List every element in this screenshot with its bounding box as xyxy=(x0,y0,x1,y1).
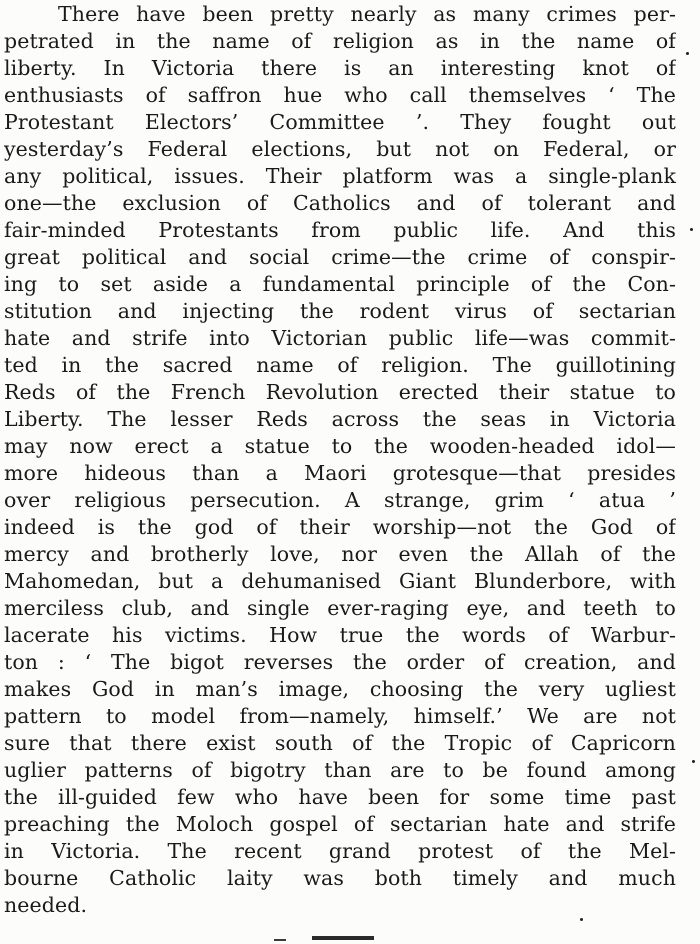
article-line-24: lacerate his victims. How true the words of Warbur- xyxy=(4,623,676,647)
article-line-16: Liberty. The lesser Reds across the seas in Victoria xyxy=(4,407,676,431)
article-line-20: indeed is the god of their worship—not the God of xyxy=(4,515,676,539)
article-line-6: yesterday’s Federal elections, but not on Federal, or xyxy=(4,137,676,161)
separator-dash xyxy=(274,939,286,941)
article-line-27: pattern to model from—namely, himself.’ We are not xyxy=(4,704,676,728)
article-line-3: liberty. In Victoria there is an interesting knot of xyxy=(4,56,676,80)
article-line-7: any political, issues. Their platform was a single-plank xyxy=(4,164,676,188)
article-line-11: ing to set aside a fundamental principle of the Con- xyxy=(4,272,676,296)
article-line-28: sure that there exist south of the Tropic of Capricorn xyxy=(4,731,676,755)
article-line-22: Mahomedan, but a dehumanised Giant Blunderbore, with xyxy=(4,569,676,593)
article-line-19: over religious persecution. A strange, grim ‘ atua ’ xyxy=(4,488,676,512)
article-line-17: may now erect a statue to the wooden-headed idol— xyxy=(4,434,676,458)
article-line-4: enthusiasts of saffron hue who call themselves ‘ The xyxy=(4,83,676,107)
print-speck xyxy=(686,52,689,55)
article-line-31: preaching the Moloch gospel of sectarian hate and strife xyxy=(4,812,676,836)
print-speck xyxy=(690,228,693,231)
article-line-14: ted in the sacred name of religion. The guillotining xyxy=(4,353,676,377)
separator-rule xyxy=(312,936,374,940)
article-line-8: one—the exclusion of Catholics and of tolerant and xyxy=(4,191,676,215)
article-line-13: hate and strife into Victorian public life—was commit- xyxy=(4,326,676,350)
print-speck xyxy=(692,760,695,763)
print-speck xyxy=(580,918,583,921)
article-line-33: bourne Catholic laity was both timely and much xyxy=(4,866,676,890)
article-line-23: merciless club, and single ever-raging eye, and teeth to xyxy=(4,596,676,620)
article-line-9: fair-minded Protestants from public life. And this xyxy=(4,218,676,242)
article-line-10: great political and social crime—the crime of conspir- xyxy=(4,245,676,269)
article-line-29: uglier patterns of bigotry than are to be found among xyxy=(4,758,676,782)
article-line-34: needed. xyxy=(4,893,88,917)
article-line-15: Reds of the French Revolution erected their statue to xyxy=(4,380,676,404)
article-line-25: ton : ‘ The bigot reverses the order of creation, and xyxy=(4,650,676,674)
article-line-2: petrated in the name of religion as in the name of xyxy=(4,29,676,53)
article-line-32: in Victoria. The recent grand protest of the Mel- xyxy=(4,839,676,863)
article-line-18: more hideous than a Maori grotesque—that presides xyxy=(4,461,676,485)
article-line-21: mercy and brotherly love, nor even the Allah of the xyxy=(4,542,676,566)
article-line-26: makes God in man’s image, choosing the very ugliest xyxy=(4,677,676,701)
article-line-1: There have been pretty nearly as many crimes per- xyxy=(58,2,676,26)
article-line-5: Protestant Electors’ Committee ’. They fought out xyxy=(4,110,676,134)
article-line-30: the ill-guided few who have been for some time past xyxy=(4,785,676,809)
article-line-12: stitution and injecting the rodent virus of sectarian xyxy=(4,299,676,323)
